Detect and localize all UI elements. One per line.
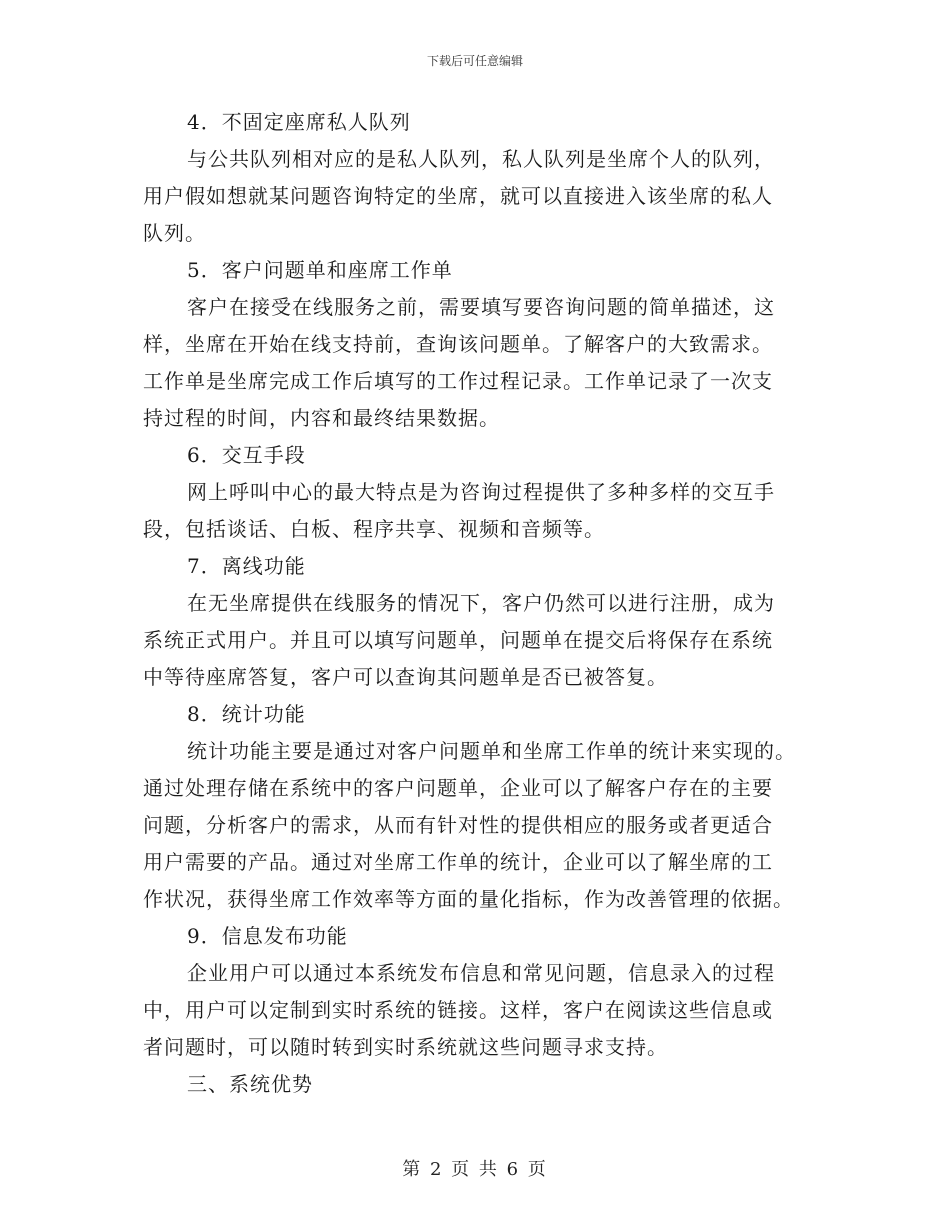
section-paragraph — [143, 289, 807, 437]
text-line: 客户在接受在线服务之前，需要填写要咨询问题的简单描述，这 — [187, 295, 775, 319]
text-line: 问题，分析客户的需求，从而有针对性的提供相应的服务或者更适合 — [143, 813, 773, 837]
text-line: 队列。 — [143, 221, 206, 245]
text-line: 用户需要的产品。通过对坐席工作单的统计，企业可以了解坐席的工 — [143, 850, 773, 874]
text-line: 企业用户可以通过本系统发布信息和常见问题，信息录入的过程 — [187, 961, 775, 985]
section-heading: 7．离线功能 — [187, 554, 306, 578]
text-line: 作状况，获得坐席工作效率等方面的量化指标，作为改善管理的依据。 — [143, 887, 794, 911]
text-line: 中，用户可以定制到实时系统的链接。这样，客户在阅读这些信息或 — [143, 998, 773, 1022]
section-heading: 三、系统优势 — [187, 1072, 313, 1096]
text-line: 用户假如想就某问题咨询特定的坐席，就可以直接进入该坐席的私人 — [143, 184, 773, 208]
section-heading: 6．交互手段 — [187, 443, 306, 467]
text-line: 中等待座席答复，客户可以查询其问题单是否已被答复。 — [143, 665, 668, 689]
section-paragraph — [143, 474, 807, 548]
text-line: 样，坐席在开始在线支持前，查询该问题单。了解客户的大致需求。 — [143, 332, 773, 356]
text-line: 持过程的时间，内容和最终结果数据。 — [143, 406, 500, 430]
page-header: 下载后可任意编辑 — [426, 54, 523, 68]
section-paragraph — [143, 955, 807, 1066]
text-line: 网上呼叫中心的最大特点是为咨询过程提供了多种多样的交互手 — [187, 480, 775, 504]
text-line: 与公共队列相对应的是私人队列，私人队列是坐席个人的队列， — [187, 147, 775, 171]
section-paragraph — [143, 585, 807, 696]
text-line: 段，包括谈话、白板、程序共享、视频和音频等。 — [143, 517, 605, 541]
text-line: 系统正式用户。并且可以填写问题单，问题单在提交后将保存在系统 — [143, 628, 773, 652]
text-line: 通过处理存储在系统中的客户问题单，企业可以了解客户存在的主要 — [143, 776, 773, 800]
section-heading: 4．不固定座席私人队列 — [187, 110, 411, 134]
section-heading: 9．信息发布功能 — [187, 924, 348, 948]
section-paragraph — [143, 141, 807, 252]
section-heading: 5．客户问题单和座席工作单 — [187, 258, 453, 282]
text-line: 在无坐席提供在线服务的情况下，客户仍然可以进行注册，成为 — [187, 591, 775, 615]
section-heading: 8．统计功能 — [187, 702, 306, 726]
page-number-footer: 第 2 页 共 6 页 — [402, 1159, 548, 1180]
text-line: 者问题时，可以随时转到实时系统就这些问题寻求支持。 — [143, 1035, 668, 1059]
section-paragraph — [143, 733, 807, 918]
text-line: 统计功能主要是通过对客户问题单和坐席工作单的统计来实现的。 — [187, 739, 796, 763]
text-line: 工作单是坐席完成工作后填写的工作过程记录。工作单记录了一次支 — [143, 369, 773, 393]
document-body — [143, 104, 807, 1103]
